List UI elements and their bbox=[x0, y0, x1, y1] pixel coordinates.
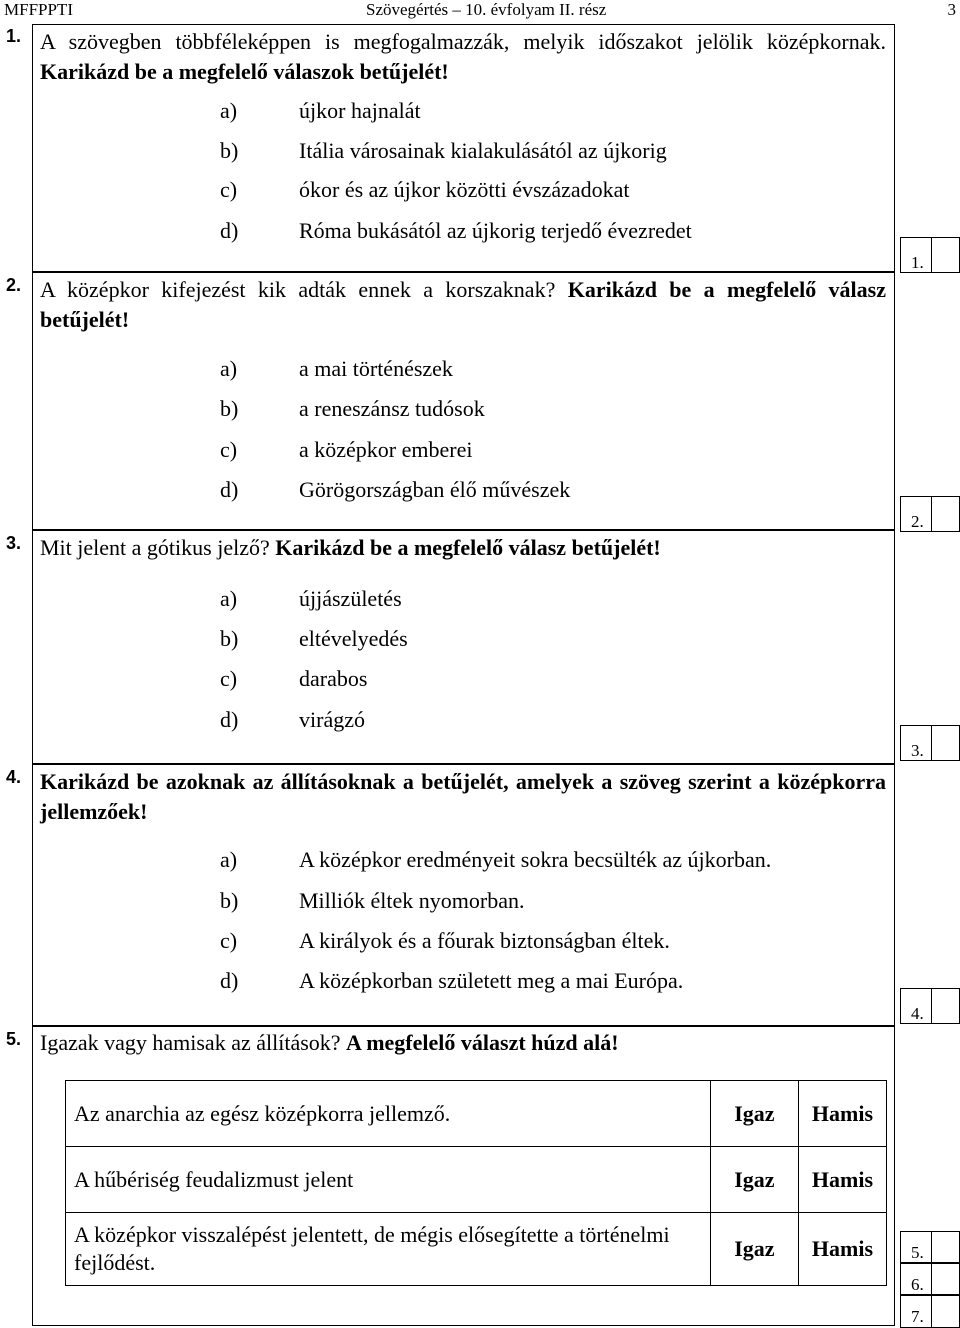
question-prompt: A középkor kifejezést kik adták ennek a korszaknak? bbox=[40, 277, 556, 302]
true-option[interactable]: Igaz bbox=[710, 1147, 798, 1213]
question-instruction: Karikázd be a megfelelő válasz betűjelét! bbox=[40, 277, 887, 332]
question-text-1 bbox=[40, 27, 886, 87]
question-prompt: Mit jelent a gótikus jelző? bbox=[40, 535, 270, 560]
question-instruction: Karikázd be a megfelelő válaszok betűjelét! bbox=[40, 59, 449, 84]
question-text-4 bbox=[40, 767, 886, 827]
true-false-table bbox=[65, 1080, 887, 1286]
score-box-4[interactable]: 4. bbox=[900, 988, 960, 1024]
statement: A középkor visszalépést jelentett, de mégis elősegítette a történelmi fejlődést. bbox=[66, 1213, 711, 1286]
statement: A hűbériség feudalizmust jelent bbox=[66, 1147, 711, 1213]
false-option[interactable]: Hamis bbox=[798, 1147, 886, 1213]
question-instruction: A megfelelő választ húzd alá! bbox=[346, 1030, 619, 1055]
score-box-1[interactable]: 1. bbox=[900, 237, 960, 273]
false-option[interactable]: Hamis bbox=[798, 1081, 886, 1147]
table-row bbox=[66, 1213, 887, 1286]
statement: Az anarchia az egész középkorra jellemző. bbox=[66, 1081, 711, 1147]
question-text-5 bbox=[40, 1028, 886, 1058]
score-box-7[interactable]: 7. bbox=[900, 1295, 960, 1328]
question-number: 4. bbox=[6, 767, 22, 787]
table-row bbox=[66, 1081, 887, 1147]
question-number: 3. bbox=[6, 533, 22, 553]
true-option[interactable]: Igaz bbox=[710, 1081, 798, 1147]
question-text-2 bbox=[40, 275, 886, 335]
header-left: MFFPPTI bbox=[4, 0, 73, 19]
question-number: 5. bbox=[6, 1029, 22, 1049]
question-number: 1. bbox=[6, 26, 22, 46]
question-prompt: Igazak vagy hamisak az állítások? bbox=[40, 1030, 341, 1055]
score-box-5[interactable]: 5. bbox=[900, 1231, 960, 1263]
score-box-6[interactable]: 6. bbox=[900, 1263, 960, 1295]
score-box-3[interactable]: 3. bbox=[900, 725, 960, 761]
header-title: Szövegértés – 10. évfolyam II. rész bbox=[366, 0, 607, 19]
score-box-2[interactable]: 2. bbox=[900, 496, 960, 532]
question-instruction: Karikázd be azoknak az állításoknak a betűjelét, amelyek a szöveg szerint a középkorra jellemzőek! bbox=[40, 769, 886, 824]
question-frame-3 bbox=[32, 530, 895, 764]
table-row bbox=[66, 1147, 887, 1213]
page-number: 3 bbox=[947, 0, 956, 19]
question-number: 2. bbox=[6, 275, 22, 295]
question-instruction: Karikázd be a megfelelő válasz betűjelét! bbox=[275, 535, 661, 560]
true-option[interactable]: Igaz bbox=[710, 1213, 798, 1286]
false-option[interactable]: Hamis bbox=[798, 1213, 886, 1286]
question-prompt: A szövegben többféleképpen is megfogalmazzák, melyik időszakot jelölik középkornak. bbox=[40, 29, 886, 54]
question-text-3 bbox=[40, 533, 886, 563]
